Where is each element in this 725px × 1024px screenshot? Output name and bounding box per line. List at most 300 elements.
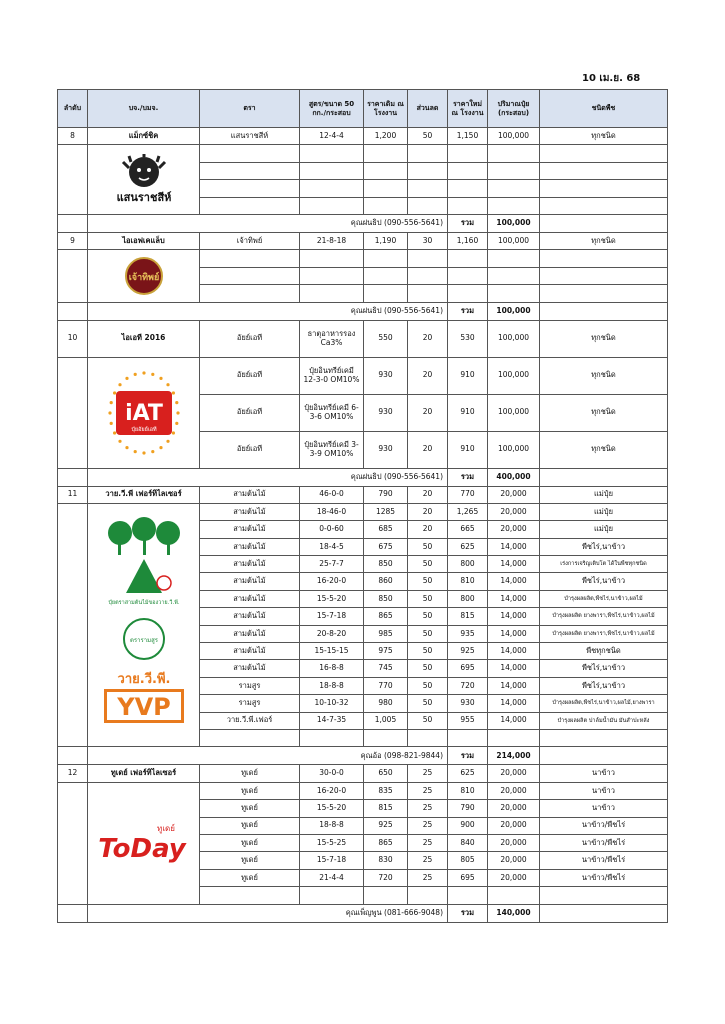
empty-cell xyxy=(408,145,448,162)
empty-cell xyxy=(448,285,488,302)
brand-cell: รามสูร xyxy=(200,695,300,712)
svg-text:ตรารามสูร: ตรารามสูร xyxy=(129,637,158,645)
discount-cell: 50 xyxy=(408,590,448,607)
formula-cell: 18-8-8 xyxy=(300,817,364,834)
new-price-cell: 840 xyxy=(448,834,488,851)
contact-person: คุณเพ็ญพูน (081-666-9048) xyxy=(88,904,448,922)
company-logo xyxy=(88,145,200,215)
brand-cell: สามต้นไม้ xyxy=(200,556,300,573)
empty-cell xyxy=(408,162,448,179)
brand-cell: ทูเดย์ xyxy=(200,765,300,782)
brand-cell: สามต้นไม้ xyxy=(200,486,300,503)
new-price-cell: 625 xyxy=(448,538,488,555)
discount-cell: 50 xyxy=(408,625,448,642)
discount-cell: 25 xyxy=(408,817,448,834)
discount-cell: 50 xyxy=(408,608,448,625)
formula-cell: ธาตุอาหารรอง Ca3% xyxy=(300,320,364,357)
today-logo-icon xyxy=(96,819,192,867)
empty-cell xyxy=(488,285,540,302)
header-company: บจ./บมจ. xyxy=(88,90,200,128)
quantity-cell: 20,000 xyxy=(488,817,540,834)
brand-cell: วาย.วี.พี.เฟอร์ xyxy=(200,712,300,729)
new-price-cell: 805 xyxy=(448,852,488,869)
brand-cell: สามต้นไม้ xyxy=(200,573,300,590)
quantity-cell: 20,000 xyxy=(488,765,540,782)
empty-cell xyxy=(200,162,300,179)
formula-cell: 15-15-15 xyxy=(300,643,364,660)
discount-cell: 50 xyxy=(408,643,448,660)
new-price-cell: 530 xyxy=(448,320,488,357)
yvp-logo-icon xyxy=(96,511,192,739)
quantity-cell: 20,000 xyxy=(488,834,540,851)
empty-cell xyxy=(448,197,488,214)
total-spacer xyxy=(58,302,88,320)
company-logo xyxy=(88,503,200,746)
header-no: ลำดับ xyxy=(58,90,88,128)
discount-cell: 50 xyxy=(408,573,448,590)
old-price-cell: 770 xyxy=(364,677,408,694)
new-price-cell: 815 xyxy=(448,608,488,625)
brand-cell: สามต้นไม้ xyxy=(200,521,300,538)
empty-cell xyxy=(540,250,668,267)
svg-text:ทูเดย์: ทูเดย์ xyxy=(156,824,175,834)
total-spacer xyxy=(58,904,88,922)
quantity-cell: 20,000 xyxy=(488,521,540,538)
brand-cell: อัยย์เอที xyxy=(200,357,300,394)
new-price-cell: 910 xyxy=(448,357,488,394)
empty-cell xyxy=(200,887,300,904)
header-quantity: ปริมาณปุ๋ย (กระสอบ) xyxy=(488,90,540,128)
quantity-cell: 20,000 xyxy=(488,800,540,817)
old-price-cell: 930 xyxy=(364,394,408,431)
total-label: รวม xyxy=(448,214,488,232)
discount-cell: 50 xyxy=(408,538,448,555)
empty-cell xyxy=(300,250,364,267)
total-label: รวม xyxy=(448,904,488,922)
quantity-cell: 100,000 xyxy=(488,431,540,468)
quantity-cell: 100,000 xyxy=(488,128,540,145)
empty-cell xyxy=(540,162,668,179)
old-price-cell: 980 xyxy=(364,695,408,712)
empty-cell xyxy=(200,250,300,267)
new-price-cell: 695 xyxy=(448,869,488,886)
total-empty xyxy=(540,468,668,486)
empty-cell xyxy=(300,887,364,904)
quantity-cell: 14,000 xyxy=(488,677,540,694)
empty-cell xyxy=(300,180,364,197)
svg-text:แสนราชสีห์: แสนราชสีห์ xyxy=(116,190,171,204)
old-price-cell: 975 xyxy=(364,643,408,660)
old-price-cell: 550 xyxy=(364,320,408,357)
empty-cell xyxy=(540,267,668,284)
empty-cell xyxy=(448,145,488,162)
empty-cell xyxy=(200,729,300,746)
empty-cell xyxy=(488,267,540,284)
discount-cell: 25 xyxy=(408,852,448,869)
discount-cell: 20 xyxy=(408,486,448,503)
total-spacer xyxy=(58,214,88,232)
quantity-cell: 14,000 xyxy=(488,660,540,677)
formula-cell: 15-7-18 xyxy=(300,852,364,869)
empty-cell xyxy=(364,162,408,179)
empty-cell xyxy=(488,145,540,162)
discount-cell: 25 xyxy=(408,800,448,817)
new-price-cell: 810 xyxy=(448,782,488,799)
empty-cell xyxy=(300,267,364,284)
svg-text:iAT: iAT xyxy=(124,400,163,426)
row-number: 10 xyxy=(58,320,88,357)
new-price-cell: 800 xyxy=(448,590,488,607)
new-price-cell: 910 xyxy=(448,431,488,468)
contact-person: คุณฝนธิป (090-556-5641) xyxy=(88,214,448,232)
row-number: 9 xyxy=(58,232,88,249)
formula-cell: 15-7-18 xyxy=(300,608,364,625)
header-old-price: ราคาเดิม ณ โรงงาน xyxy=(364,90,408,128)
brand-cell: สามต้นไม้ xyxy=(200,503,300,520)
crop-cell: นาข้าว/พืชไร่ xyxy=(540,852,668,869)
crop-cell: นาข้าว xyxy=(540,800,668,817)
blank-row xyxy=(58,145,668,162)
total-quantity: 100,000 xyxy=(488,302,540,320)
brand-cell: สามต้นไม้ xyxy=(200,608,300,625)
new-price-cell: 1,265 xyxy=(448,503,488,520)
formula-cell: 18-4-5 xyxy=(300,538,364,555)
row-number-spacer xyxy=(58,503,88,746)
formula-cell: 20-8-20 xyxy=(300,625,364,642)
crop-cell: บำรุงผลผลิต ยางพารา,พืชไร่,นาข้าว,ผลไม้ xyxy=(540,625,668,642)
crop-cell: ทุกชนิด xyxy=(540,431,668,468)
empty-cell xyxy=(540,180,668,197)
quantity-cell: 20,000 xyxy=(488,486,540,503)
empty-cell xyxy=(300,729,364,746)
formula-cell: 15-5-25 xyxy=(300,834,364,851)
brand-cell: ทูเดย์ xyxy=(200,800,300,817)
empty-cell xyxy=(488,887,540,904)
empty-cell xyxy=(300,285,364,302)
discount-cell: 25 xyxy=(408,834,448,851)
header-new-price: ราคาใหม่ ณ โรงงาน xyxy=(448,90,488,128)
formula-cell: ปุ๋ยอินทรีย์เคมี 3-3-9 OM10% xyxy=(300,431,364,468)
empty-cell xyxy=(364,197,408,214)
empty-cell xyxy=(200,285,300,302)
empty-cell xyxy=(364,729,408,746)
row-number: 8 xyxy=(58,128,88,145)
svg-text:ToDay: ToDay xyxy=(97,834,186,865)
crop-cell: เร่งการเจริญเติบโต ได้ในพืชทุกชนิด xyxy=(540,556,668,573)
old-price-cell: 835 xyxy=(364,782,408,799)
total-empty xyxy=(540,904,668,922)
total-row xyxy=(58,302,668,320)
total-quantity: 140,000 xyxy=(488,904,540,922)
formula-cell: 15-5-20 xyxy=(300,590,364,607)
empty-cell xyxy=(408,729,448,746)
crop-cell: ทุกชนิด xyxy=(540,128,668,145)
old-price-cell: 930 xyxy=(364,431,408,468)
old-price-cell: 850 xyxy=(364,590,408,607)
crop-cell: แม่ปุ๋ย xyxy=(540,521,668,538)
formula-cell: 10-10-32 xyxy=(300,695,364,712)
quantity-cell: 14,000 xyxy=(488,590,540,607)
old-price-cell: 865 xyxy=(364,834,408,851)
new-price-cell: 770 xyxy=(448,486,488,503)
crop-cell: แม่ปุ๋ย xyxy=(540,503,668,520)
formula-cell: 12-4-4 xyxy=(300,128,364,145)
empty-cell xyxy=(540,729,668,746)
total-quantity: 214,000 xyxy=(488,747,540,765)
discount-cell: 20 xyxy=(408,357,448,394)
brand-cell: ทูเดย์ xyxy=(200,869,300,886)
total-quantity: 400,000 xyxy=(488,468,540,486)
empty-cell xyxy=(540,145,668,162)
contact-person: คุณอ้อ (098-821-9844) xyxy=(88,747,448,765)
quantity-cell: 14,000 xyxy=(488,625,540,642)
row-number-spacer xyxy=(58,250,88,302)
brand-cell: ทูเดย์ xyxy=(200,782,300,799)
header-brand: ตรา xyxy=(200,90,300,128)
empty-cell xyxy=(488,180,540,197)
crop-cell: บำรุงผลผลิต,พืชไร่,นาข้าว,ผลไม้,ยางพารา xyxy=(540,695,668,712)
formula-cell: 15-5-20 xyxy=(300,800,364,817)
crop-cell: บำรุงผลผลิต ปาล์มน้ำมัน มันสำปะหลัง xyxy=(540,712,668,729)
formula-cell: ปุ๋ยอินทรีย์เคมี 6-3-6 OM10% xyxy=(300,394,364,431)
old-price-cell: 790 xyxy=(364,486,408,503)
formula-cell: 18-46-0 xyxy=(300,503,364,520)
crop-cell: นาข้าว/พืชไร่ xyxy=(540,834,668,851)
quantity-cell: 14,000 xyxy=(488,712,540,729)
company-name: ไอเอฟเคแล็บ xyxy=(88,232,200,249)
old-price-cell: 1,190 xyxy=(364,232,408,249)
total-label: รวม xyxy=(448,468,488,486)
crop-cell: พืชไร่,นาข้าว xyxy=(540,677,668,694)
total-empty xyxy=(540,747,668,765)
brand-cell: ทูเดย์ xyxy=(200,817,300,834)
fertilizer-price-table xyxy=(57,89,668,923)
svg-text:วาย.วี.พี.: วาย.วี.พี. xyxy=(117,672,170,688)
empty-cell xyxy=(408,250,448,267)
empty-cell xyxy=(200,180,300,197)
old-price-cell: 1,005 xyxy=(364,712,408,729)
company-name: ไอเอที 2016 xyxy=(88,320,200,357)
discount-cell: 20 xyxy=(408,431,448,468)
quantity-cell: 20,000 xyxy=(488,869,540,886)
quantity-cell: 14,000 xyxy=(488,538,540,555)
empty-cell xyxy=(488,729,540,746)
brand-cell: อัยย์เอที xyxy=(200,431,300,468)
empty-cell xyxy=(300,162,364,179)
total-label: รวม xyxy=(448,302,488,320)
empty-cell xyxy=(540,887,668,904)
formula-cell: 25-7-7 xyxy=(300,556,364,573)
empty-cell xyxy=(364,267,408,284)
new-price-cell: 665 xyxy=(448,521,488,538)
empty-cell xyxy=(540,197,668,214)
header-formula: สูตร/ขนาด 50 กก./กระสอบ xyxy=(300,90,364,128)
empty-cell xyxy=(364,180,408,197)
company-logo xyxy=(88,782,200,904)
discount-cell: 20 xyxy=(408,320,448,357)
new-price-cell: 695 xyxy=(448,660,488,677)
empty-cell xyxy=(488,162,540,179)
formula-cell: 16-20-0 xyxy=(300,782,364,799)
old-price-cell: 985 xyxy=(364,625,408,642)
formula-cell: 18-8-8 xyxy=(300,677,364,694)
new-price-cell: 930 xyxy=(448,695,488,712)
crop-cell: นาข้าว/พืชไร่ xyxy=(540,869,668,886)
new-price-cell: 625 xyxy=(448,765,488,782)
crop-cell: นาข้าว xyxy=(540,782,668,799)
empty-cell xyxy=(448,267,488,284)
quantity-cell: 100,000 xyxy=(488,320,540,357)
empty-cell xyxy=(408,197,448,214)
old-price-cell: 685 xyxy=(364,521,408,538)
empty-cell xyxy=(448,250,488,267)
contact-person: คุณฝนธิป (090-556-5641) xyxy=(88,468,448,486)
crop-cell: นาข้าว xyxy=(540,765,668,782)
crop-cell: นาข้าว/พืชไร่ xyxy=(540,817,668,834)
empty-cell xyxy=(364,887,408,904)
discount-cell: 50 xyxy=(408,556,448,573)
quantity-cell: 100,000 xyxy=(488,357,540,394)
old-price-cell: 815 xyxy=(364,800,408,817)
empty-cell xyxy=(200,197,300,214)
new-price-cell: 810 xyxy=(448,573,488,590)
quantity-cell: 14,000 xyxy=(488,573,540,590)
old-price-cell: 650 xyxy=(364,765,408,782)
discount-cell: 50 xyxy=(408,128,448,145)
brand-cell: สามต้นไม้ xyxy=(200,625,300,642)
crop-cell: ทุกชนิด xyxy=(540,357,668,394)
row-number: 11 xyxy=(58,486,88,503)
header-crop: ชนิดพืช xyxy=(540,90,668,128)
product-row xyxy=(58,503,668,520)
empty-cell xyxy=(364,145,408,162)
brand-cell: สามต้นไม้ xyxy=(200,538,300,555)
lion-logo-icon xyxy=(109,154,179,206)
empty-cell xyxy=(448,729,488,746)
row-number-spacer xyxy=(58,357,88,468)
crop-cell: บำรุงผลผลิต ยางพารา,พืชไร่,นาข้าว,ผลไม้ xyxy=(540,608,668,625)
brand-cell: สามต้นไม้ xyxy=(200,643,300,660)
total-quantity: 100,000 xyxy=(488,214,540,232)
old-price-cell: 860 xyxy=(364,573,408,590)
company-name: วาย.วี.พี เฟอร์ทิไลเซอร์ xyxy=(88,486,200,503)
total-row xyxy=(58,468,668,486)
crop-cell: แม่ปุ๋ย xyxy=(540,486,668,503)
discount-cell: 50 xyxy=(408,660,448,677)
quantity-cell: 100,000 xyxy=(488,394,540,431)
company-name: ทูเดย์ เฟอร์ทิไลเซอร์ xyxy=(88,765,200,782)
new-price-cell: 1,160 xyxy=(448,232,488,249)
header-row xyxy=(58,90,668,128)
brand-cell: ทูเดย์ xyxy=(200,834,300,851)
crop-cell: พืชไร่,นาข้าว xyxy=(540,538,668,555)
new-price-cell: 935 xyxy=(448,625,488,642)
company-row xyxy=(58,232,668,249)
contact-person: คุณฝนธิป (090-556-5641) xyxy=(88,302,448,320)
quantity-cell: 20,000 xyxy=(488,782,540,799)
formula-cell: 21-4-4 xyxy=(300,869,364,886)
empty-cell xyxy=(364,250,408,267)
empty-cell xyxy=(408,887,448,904)
total-spacer xyxy=(58,468,88,486)
total-row xyxy=(58,214,668,232)
discount-cell: 50 xyxy=(408,695,448,712)
crop-cell: พืชทุกชนิด xyxy=(540,643,668,660)
new-price-cell: 910 xyxy=(448,394,488,431)
svg-text:ปุ๋ยตราสามต้นไม้ของวาย.วี.พี.: ปุ๋ยตราสามต้นไม้ของวาย.วี.พี. xyxy=(107,600,180,607)
old-price-cell: 675 xyxy=(364,538,408,555)
new-price-cell: 900 xyxy=(448,817,488,834)
old-price-cell: 850 xyxy=(364,556,408,573)
formula-cell: 14-7-35 xyxy=(300,712,364,729)
quantity-cell: 14,000 xyxy=(488,643,540,660)
old-price-cell: 745 xyxy=(364,660,408,677)
company-row xyxy=(58,765,668,782)
discount-cell: 50 xyxy=(408,677,448,694)
crop-cell: ทุกชนิด xyxy=(540,320,668,357)
company-name: แม็กซ์ชิค xyxy=(88,128,200,145)
total-empty xyxy=(540,302,668,320)
company-logo xyxy=(88,357,200,468)
brand-cell: สามต้นไม้ xyxy=(200,590,300,607)
empty-cell xyxy=(448,180,488,197)
discount-cell: 25 xyxy=(408,782,448,799)
discount-cell: 25 xyxy=(408,765,448,782)
formula-cell: ปุ๋ยอินทรีย์เคมี 12-3-0 OM10% xyxy=(300,357,364,394)
new-price-cell: 955 xyxy=(448,712,488,729)
total-row xyxy=(58,904,668,922)
empty-cell xyxy=(408,180,448,197)
svg-text:YVP: YVP xyxy=(116,693,171,722)
formula-cell: 30-0-0 xyxy=(300,765,364,782)
new-price-cell: 790 xyxy=(448,800,488,817)
formula-cell: 16-20-0 xyxy=(300,573,364,590)
row-number-spacer xyxy=(58,782,88,904)
new-price-cell: 1,150 xyxy=(448,128,488,145)
crop-cell: ทุกชนิด xyxy=(540,394,668,431)
discount-cell: 30 xyxy=(408,232,448,249)
total-empty xyxy=(540,214,668,232)
row-number-spacer xyxy=(58,145,88,215)
document-date: 10 เม.ย. 68 xyxy=(582,73,641,84)
quantity-cell: 14,000 xyxy=(488,608,540,625)
empty-cell xyxy=(540,285,668,302)
old-price-cell: 1285 xyxy=(364,503,408,520)
formula-cell: 16-8-8 xyxy=(300,660,364,677)
empty-cell xyxy=(300,197,364,214)
crop-cell: พืชไร่,นาข้าว xyxy=(540,660,668,677)
total-label: รวม xyxy=(448,747,488,765)
company-row xyxy=(58,486,668,503)
empty-cell xyxy=(408,285,448,302)
new-price-cell: 800 xyxy=(448,556,488,573)
crop-cell: พืชไร่,นาข้าว xyxy=(540,573,668,590)
product-row xyxy=(58,357,668,394)
brand-cell: สามต้นไม้ xyxy=(200,660,300,677)
brand-cell: รามสูร xyxy=(200,677,300,694)
empty-cell xyxy=(300,145,364,162)
discount-cell: 20 xyxy=(408,503,448,520)
formula-cell: 21-8-18 xyxy=(300,232,364,249)
old-price-cell: 830 xyxy=(364,852,408,869)
empty-cell xyxy=(488,250,540,267)
discount-cell: 50 xyxy=(408,712,448,729)
row-number: 12 xyxy=(58,765,88,782)
header-discount: ส่วนลด xyxy=(408,90,448,128)
blank-row xyxy=(58,250,668,267)
company-row xyxy=(58,320,668,357)
new-price-cell: 925 xyxy=(448,643,488,660)
